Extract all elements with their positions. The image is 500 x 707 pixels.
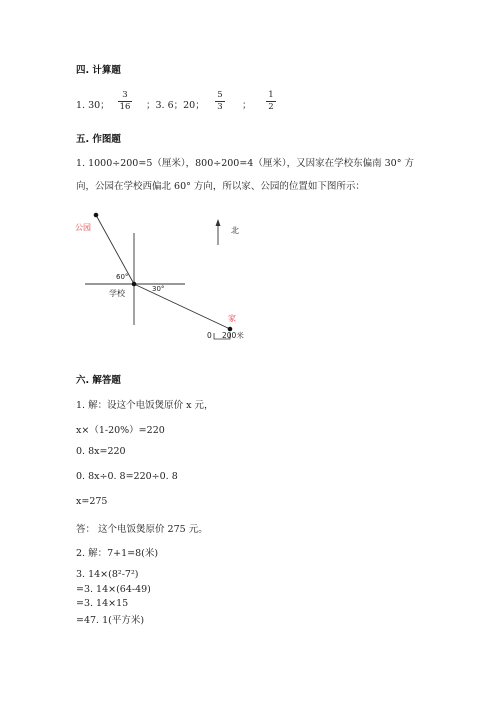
scale-label: 200米 [222,331,244,340]
school-point [132,282,137,287]
answer-text: 答： 这个电饭煲原价 275 元。 [76,524,208,535]
answer-text: =47. 1(平方米) [76,615,145,626]
answer-text: x=275 [76,496,108,507]
home-label: 家 [228,314,236,323]
answer-text: 0. 8x÷0. 8=220÷0. 8 [76,471,178,482]
fraction-denominator: 2 [268,101,274,112]
answer-text: x×（1-20%）=220 [76,425,165,436]
north-arrow-head [216,219,221,226]
section4-title: 四. 计算题 [76,65,121,76]
fraction-numerator: 3 [122,90,128,100]
fraction-denominator: 16 [119,101,131,112]
section5-title: 五. 作图题 [76,134,121,145]
answer-text: 1. 1000÷200=5（厘米），800÷200=4（厘米），又因家在学校东偏南 30° 方 [76,158,414,169]
answer-text: 1. 30； [76,100,110,111]
section6-title: 六. 解答题 [76,375,121,386]
north-label: 北 [231,226,239,235]
answer-text: =3. 14×15 [76,598,129,609]
line-to-home [134,284,230,329]
fraction-numerator: 1 [268,90,274,100]
answer-text: ； [242,100,252,111]
answer-text: 向，公园在学校西偏北 60° 方向，所以家、公园的位置如下图所示： [76,181,365,192]
angle-60-label: 60° [116,273,129,281]
answer-text: 3. 14×(8²-7²) [76,569,139,580]
park-point [94,213,99,218]
answer-text: ；3. 6；20； [146,100,205,111]
angle-30-label: 30° [152,285,165,293]
fraction-denominator: 3 [217,101,223,112]
school-label: 学校 [109,289,125,298]
scale-zero-label: 0 [207,331,212,340]
park-label: 公园 [75,223,91,232]
fraction-numerator: 5 [217,90,223,100]
answer-text: 0. 8x=220 [76,446,126,457]
answer-text: 1. 解：设这个电饭煲原价 x 元， [76,400,214,411]
answer-text: =3. 14×(64-49) [76,584,151,595]
answer-text: 2. 解：7+1=8(米) [76,548,159,559]
